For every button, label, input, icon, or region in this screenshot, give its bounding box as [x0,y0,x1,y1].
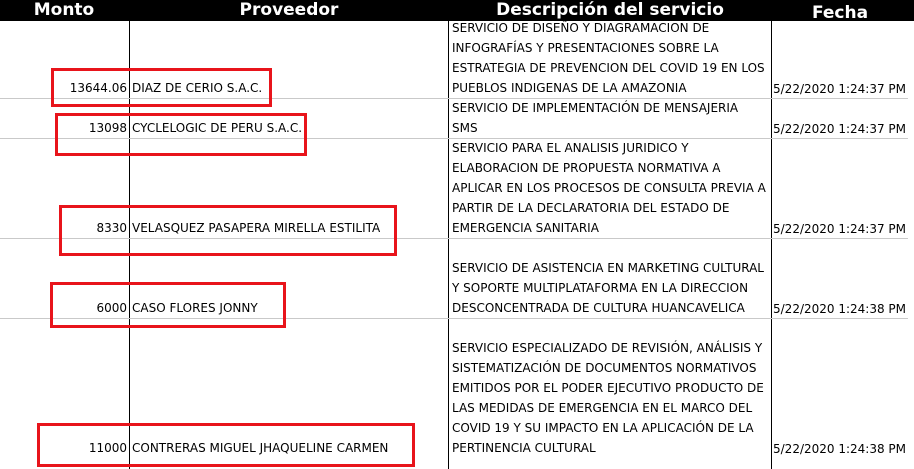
cell-monto: 13644.06 [69,81,127,95]
cell-proveedor: CYCLELOGIC DE PERU S.A.C. [132,121,303,135]
cell-descripcion-line: ESTRATEGIA DE PREVENCION DEL COVID 19 EN LOS [452,61,765,75]
cell-fecha: 5/22/2020 1:24:37 PM [773,82,907,96]
cell-descripcion-line: EMITIDOS POR EL PODER EJECUTIVO PRODUCTO DE [452,381,764,395]
highlight-box [51,68,272,107]
cell-monto: 8330 [96,221,127,235]
cell-proveedor: DIAZ DE CERIO S.A.C. [132,81,263,95]
cell-descripcion-line: SERVICIO DE DISEÑO Y DIAGRAMACION DE [452,21,710,35]
header-fecha: Fecha [811,3,869,23]
cell-fecha: 5/22/2020 1:24:37 PM [773,222,907,236]
highlight-box [59,205,397,256]
cell-descripcion-line: COVID 19 Y SU IMPACTO EN LA APLICACIÓN DE LA [452,421,754,435]
header-descripcion: Descripción del servicio [496,0,724,20]
cell-descripcion-line: SERVICIO DE ASISTENCIA EN MARKETING CULTURAL [452,261,764,275]
cell-monto: 13098 [88,121,127,135]
cell-descripcion-line: Y SOPORTE MULTIPLATAFORMA EN LA DIRECCION [452,281,749,295]
cell-fecha: 5/22/2020 1:24:38 PM [773,442,907,456]
cell-proveedor: CONTRERAS MIGUEL JHAQUELINE CARMEN [132,441,389,455]
cell-proveedor: VELASQUEZ PASAPERA MIRELLA ESTILITA [132,221,381,235]
cell-descripcion-line: LAS MEDIDAS DE EMERGENCIA EN EL MARCO DEL [452,401,753,415]
cell-descripcion-line: INFOGRAFÍAS Y PRESENTACIONES SOBRE LA [452,41,719,55]
cell-monto: 11000 [88,441,127,455]
cell-descripcion-line: ELABORACION DE PROPUESTA NORMATIVA A [452,161,721,175]
cell-proveedor: CASO FLORES JONNY [132,301,258,315]
cell-descripcion-line: EMERGENCIA SANITARIA [452,221,599,235]
highlight-box [55,113,307,156]
cell-descripcion-line: PARTIR DE LA DECLARATORIA DEL ESTADO DE [452,201,730,215]
cell-descripcion-line: APLICAR EN LOS PROCESOS DE CONSULTA PREVIA A [452,181,766,195]
cell-monto: 6000 [96,301,127,315]
cell-descripcion-line: SERVICIO ESPECIALIZADO DE REVISIÓN, ANÁLISIS Y [452,341,763,355]
header-monto: Monto [33,0,95,20]
cell-fecha: 5/22/2020 1:24:38 PM [773,302,907,316]
highlight-box [50,282,286,328]
cell-descripcion-line: SMS [452,121,478,135]
cell-descripcion-line: DESCONCENTRADA DE CULTURA HUANCAVELICA [452,301,745,315]
column-divider [448,0,449,469]
header-proveedor: Proveedor [239,0,339,20]
cell-descripcion-line: PERTINENCIA CULTURAL [452,441,596,455]
cell-descripcion-line: SERVICIO PARA EL ANALISIS JURIDICO Y [452,141,689,155]
highlight-box [37,423,415,467]
cell-descripcion-line: SISTEMATIZACIÓN DE DOCUMENTOS NORMATIVOS [452,361,757,375]
cell-descripcion-line: PUEBLOS INDIGENAS DE LA AMAZONIA [452,81,687,95]
cell-descripcion-line: SERVICIO DE IMPLEMENTACIÓN DE MENSAJERIA [452,101,739,115]
cell-fecha: 5/22/2020 1:24:37 PM [773,122,907,136]
